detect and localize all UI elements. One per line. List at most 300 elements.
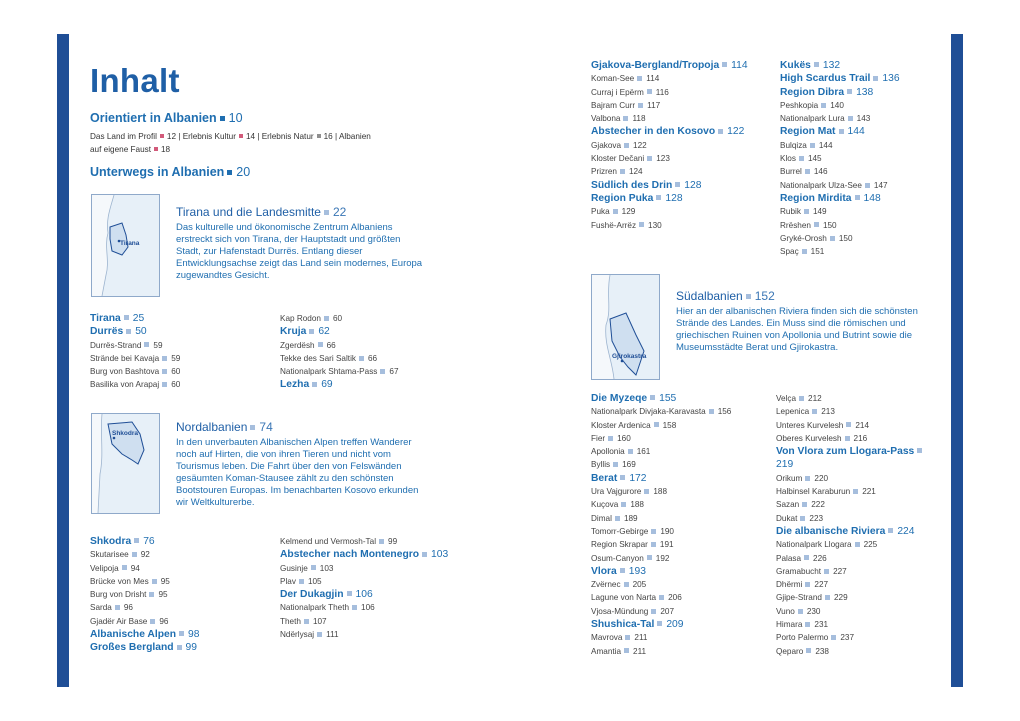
toc-entry-page: 99 — [185, 642, 198, 654]
page-marker-icon — [179, 631, 184, 636]
nord-region — [176, 420, 426, 509]
tirana-region-desc: Das kulturelle und ökonomische Zentrum Albaniens erstreckt sich von Tirana, der Hauptstadt und größten Stadt, zur Hafenstadt Durrës. Entlang dieser Entwicklungsachse zeigt das Land sein modernes, Europa zugewandtes Gesicht. — [176, 222, 423, 281]
toc-entry-page: 118 — [632, 114, 646, 124]
page-marker-icon — [804, 209, 809, 214]
page-marker-icon — [352, 605, 357, 610]
toc-entry-page: 211 — [633, 646, 647, 656]
toc-entry[interactable] — [591, 591, 771, 604]
toc-entry-page: 227 — [814, 580, 829, 590]
toc-entry[interactable] — [90, 575, 265, 588]
toc-entry[interactable] — [776, 645, 936, 658]
toc-entry[interactable] — [780, 125, 940, 138]
toc-entry[interactable] — [280, 575, 450, 588]
toc-entry-page: 192 — [655, 553, 670, 563]
toc-entry[interactable] — [776, 445, 936, 472]
toc-entry-page: 144 — [847, 126, 865, 138]
toc-entry-page: 212 — [808, 394, 822, 403]
sued-region-map: Gjirokastra — [591, 274, 660, 380]
toc-entry-page: 229 — [833, 593, 848, 603]
toc-entry-label: Fier — [591, 433, 606, 443]
toc-entry-label: Burg von Bashtova — [90, 367, 160, 377]
page-marker-icon — [623, 116, 628, 121]
toc-entry-page: 224 — [897, 525, 915, 537]
page-marker-icon — [722, 62, 727, 67]
toc-entry-page: 147 — [873, 180, 888, 190]
page-marker-icon — [814, 222, 819, 227]
toc-entry[interactable] — [776, 578, 936, 591]
toc-entry[interactable] — [280, 615, 450, 628]
toc-entry-label: Theth — [280, 616, 301, 626]
toc-entry-label: Valbona — [591, 114, 621, 124]
toc-entry-label: Vjosa-Mündung — [591, 606, 649, 616]
page-marker-icon — [805, 169, 810, 174]
toc-entry[interactable] — [780, 192, 940, 205]
toc-entry[interactable] — [280, 535, 450, 548]
toc-entry-label: Klos — [780, 154, 796, 164]
intro-links: Das Land im Profil 12 | Erlebnis Kultur 14 | Erlebnis Natur 16 | Albanien auf eigene Faust 18 — [90, 132, 371, 154]
toc-entry[interactable] — [591, 485, 771, 498]
toc-entry-page: 103 — [431, 549, 449, 561]
toc-entry-label: Kloster Ardenica — [591, 420, 651, 430]
toc-entry[interactable] — [90, 601, 265, 614]
toc-entry-label: Unteres Kurvelesh — [776, 420, 844, 430]
toc-entry[interactable] — [591, 458, 771, 471]
toc-entry-page: 237 — [840, 633, 855, 643]
toc-entry-page: 230 — [806, 606, 821, 616]
toc-entry-label: Tirana — [90, 313, 121, 324]
toc-entry-label: Nationalpark Llogara — [776, 540, 852, 550]
toc-entry[interactable] — [591, 99, 751, 112]
toc-entry[interactable] — [591, 139, 751, 152]
toc-entry[interactable] — [776, 618, 936, 631]
toc-entry-page: 62 — [318, 326, 330, 338]
toc-entry[interactable] — [591, 631, 771, 644]
toc-entry-page: 128 — [684, 179, 702, 191]
toc-entry-page: 238 — [815, 646, 829, 656]
toc-entry-page: 220 — [814, 473, 829, 483]
toc-entry[interactable] — [776, 472, 936, 485]
page-marker-icon — [656, 195, 661, 200]
toc-entry[interactable] — [90, 641, 265, 654]
toc-entry-page: 216 — [853, 433, 868, 443]
toc-entry-page: 193 — [628, 565, 646, 577]
toc-entry[interactable] — [591, 59, 751, 72]
toc-entry[interactable] — [776, 525, 936, 538]
toc-entry-label: Albanische Alpen — [90, 629, 177, 641]
toc-entry[interactable] — [90, 339, 260, 352]
toc-entry[interactable] — [591, 392, 771, 405]
toc-entry-page: 150 — [822, 220, 837, 230]
section-unterwegs[interactable]: Unterwegs in Albanien 20 — [90, 165, 251, 179]
toc-entry-label: Kap Rodon — [280, 314, 321, 323]
toc-entry[interactable] — [280, 378, 450, 391]
toc-entry-page: 106 — [361, 603, 375, 613]
toc-entry-label: Dimal — [591, 513, 612, 523]
toc-entry-label: Nationalpark Lura — [780, 114, 845, 124]
toc-entry[interactable] — [776, 591, 936, 604]
toc-entry-page: 67 — [389, 367, 399, 377]
toc-entry-page: 129 — [621, 207, 636, 217]
toc-entry-label: Kloster Dečani — [591, 154, 645, 164]
toc-entry[interactable] — [280, 312, 450, 325]
toc-entry[interactable] — [280, 325, 450, 338]
toc-entry[interactable] — [280, 588, 450, 601]
toc-entry[interactable] — [591, 445, 771, 458]
sued-region-title[interactable]: Südalbanien 152 — [676, 289, 775, 303]
toc-entry[interactable] — [591, 125, 751, 138]
tirana-region-map: Tirana — [91, 194, 160, 297]
toc-entry[interactable] — [780, 112, 940, 125]
toc-entry[interactable] — [591, 86, 751, 99]
toc-entry[interactable] — [780, 72, 940, 85]
toc-entry-page: 106 — [355, 589, 373, 601]
toc-entry-page: 116 — [655, 87, 669, 97]
page-marker-icon — [845, 436, 850, 441]
toc-entry-label: Peshkopia — [780, 100, 819, 110]
toc-entry[interactable] — [591, 179, 751, 192]
toc-entry[interactable] — [280, 365, 450, 378]
toc-entry[interactable] — [591, 152, 751, 165]
toc-entry-label: Basilika von Arapaj — [90, 380, 160, 390]
toc-entry[interactable] — [591, 645, 771, 658]
toc-entry-page: 223 — [809, 513, 824, 523]
page-marker-icon — [806, 648, 811, 653]
toc-entry-page: 124 — [628, 167, 643, 177]
toc-entry[interactable] — [280, 601, 450, 614]
page-marker-icon — [654, 422, 659, 427]
page-marker-icon — [162, 382, 167, 387]
right-edge-bar — [951, 34, 963, 687]
toc-entry-label: Kuçova — [591, 500, 619, 510]
toc-entry[interactable] — [90, 548, 265, 561]
toc-entry[interactable] — [776, 432, 936, 445]
toc-entry-page: 207 — [660, 606, 675, 616]
toc-entry-page: 209 — [666, 619, 684, 631]
page-title: Inhalt — [90, 62, 180, 99]
toc-entry-label: Region Mat — [780, 126, 836, 138]
page-marker-icon — [805, 622, 810, 627]
toc-entry-page: 219 — [776, 459, 794, 471]
toc-entry[interactable] — [90, 312, 260, 325]
toc-entry-label: Region Mirdita — [780, 192, 852, 204]
toc-entry-page: 146 — [813, 167, 828, 177]
toc-entry[interactable] — [780, 152, 940, 165]
toc-entry-page: 145 — [807, 154, 822, 164]
sued-list-1 — [591, 392, 771, 658]
toc-entry[interactable] — [780, 139, 940, 152]
page-marker-icon — [805, 476, 810, 481]
toc-entry[interactable] — [591, 565, 771, 578]
toc-entry-label: Velipoja — [90, 563, 119, 573]
toc-entry[interactable] — [776, 485, 936, 498]
toc-entry-page: 96 — [159, 616, 169, 626]
nord-list-3 — [591, 59, 751, 232]
toc-entry-page: 122 — [727, 126, 745, 138]
toc-entry[interactable] — [591, 192, 751, 205]
toc-entry[interactable] — [591, 219, 751, 232]
page-marker-icon — [824, 569, 829, 574]
toc-entry[interactable] — [591, 112, 751, 125]
toc-entry-label: Dhërmi — [776, 580, 803, 590]
toc-entry-label: Von Vlora zum Llogara-Pass — [776, 446, 915, 458]
page-marker-icon — [847, 89, 852, 94]
toc-entry[interactable] — [90, 562, 265, 575]
toc-entry-page: 114 — [731, 60, 748, 71]
toc-entry[interactable] — [591, 525, 771, 538]
nord-list-2 — [280, 535, 450, 641]
page-marker-icon — [628, 449, 633, 454]
toc-entry-page: 160 — [617, 433, 631, 443]
toc-entry-label: Zvërnec — [591, 580, 621, 590]
toc-entry[interactable] — [280, 352, 450, 365]
toc-entry[interactable] — [90, 535, 265, 548]
toc-entry-page: 231 — [814, 620, 829, 630]
toc-entry[interactable] — [776, 605, 936, 618]
toc-entry[interactable] — [591, 205, 751, 218]
toc-entry[interactable] — [776, 419, 936, 432]
toc-entry-label: Prizren — [591, 167, 617, 177]
toc-entry[interactable] — [780, 179, 940, 192]
toc-entry-page: 206 — [668, 593, 682, 603]
toc-entry-label: Shushica-Tal — [591, 619, 655, 631]
page-marker-icon — [799, 396, 804, 401]
toc-entry[interactable] — [776, 498, 936, 511]
toc-entry-page: 213 — [821, 407, 835, 417]
toc-entry-page: 155 — [659, 393, 677, 404]
toc-entry[interactable] — [780, 205, 940, 218]
toc-entry-page: 25 — [132, 313, 145, 324]
page-marker-icon — [620, 475, 625, 480]
toc-entry-label: Großes Bergland — [90, 642, 174, 654]
page-marker-icon — [802, 249, 807, 254]
toc-entry-label: Region Dibra — [780, 86, 845, 98]
toc-entry-label: Südlich des Drin — [591, 179, 673, 191]
page-marker-icon — [613, 462, 618, 467]
toc-entry-label: Mavrova — [591, 633, 623, 643]
page-marker-icon — [422, 552, 427, 557]
toc-entry-label: Durrës — [90, 326, 124, 338]
toc-entry-label: Zgerdësh — [280, 340, 315, 350]
toc-entry[interactable] — [591, 405, 771, 418]
page-marker-icon — [620, 568, 625, 573]
page-marker-icon — [177, 645, 182, 650]
toc-entry-page: 99 — [388, 537, 398, 546]
toc-entry-label: Palasa — [776, 553, 802, 563]
toc-entry-label: Gramabucht — [776, 566, 822, 576]
toc-entry-page: 59 — [171, 353, 181, 363]
page-marker-icon — [798, 609, 803, 614]
toc-entry-label: Osum-Canyon — [591, 553, 644, 563]
toc-entry-page: 226 — [813, 553, 827, 563]
toc-entry-label: Sazan — [776, 500, 800, 510]
toc-entry-page: 150 — [838, 233, 853, 243]
toc-entry-page: 158 — [662, 420, 677, 430]
left-edge-bar — [57, 34, 69, 687]
toc-entry-label: Spaç — [780, 247, 799, 257]
toc-entry-page: 95 — [160, 576, 170, 586]
toc-entry-page: 143 — [856, 114, 871, 124]
page-marker-icon — [709, 409, 714, 414]
toc-entry[interactable] — [776, 538, 936, 551]
toc-entry-page: 189 — [623, 513, 638, 523]
page-marker-icon — [831, 635, 836, 640]
toc-entry-page: 151 — [810, 247, 825, 257]
toc-entry-label: Ura Vajgurore — [591, 487, 642, 497]
toc-entry[interactable] — [591, 552, 771, 565]
toc-entry[interactable] — [280, 548, 450, 561]
page-marker-icon — [814, 62, 819, 67]
toc-entry-label: Vlora — [591, 565, 617, 577]
toc-entry[interactable] — [591, 618, 771, 631]
tirana-list-2 — [280, 312, 450, 392]
nord-region-map: Shkodra — [91, 413, 160, 514]
toc-entry[interactable] — [591, 512, 771, 525]
toc-entry[interactable] — [776, 512, 936, 525]
toc-entry-label: Bulqiza — [780, 140, 807, 150]
toc-entry-page: 148 — [863, 192, 881, 204]
toc-entry[interactable] — [591, 432, 771, 445]
toc-entry-label: Gjakova — [591, 140, 622, 150]
toc-entry[interactable] — [780, 86, 940, 99]
toc-entry[interactable] — [90, 365, 260, 378]
page-marker-icon — [620, 169, 625, 174]
toc-entry[interactable] — [591, 605, 771, 618]
toc-entry[interactable] — [776, 392, 936, 405]
page-marker-icon — [812, 409, 817, 414]
toc-entry-label: Curraj i Epërm — [591, 87, 644, 97]
toc-entry[interactable] — [591, 72, 751, 85]
toc-entry-label: High Scardus Trail — [780, 73, 871, 85]
toc-entry[interactable] — [776, 552, 936, 565]
page-marker-icon — [613, 209, 618, 214]
tirana-region — [176, 205, 426, 282]
toc-entry-page: 66 — [326, 340, 336, 350]
toc-entry-page: 105 — [307, 576, 322, 586]
toc-entry-page: 144 — [818, 140, 833, 150]
toc-entry[interactable] — [780, 232, 940, 245]
toc-entry-label: Kelmend und Vermosh-Tal — [280, 537, 377, 546]
toc-entry-label: Tomorr-Gebirge — [591, 526, 649, 536]
toc-entry-page: 211 — [634, 633, 648, 643]
page-marker-icon — [651, 609, 656, 614]
toc-entry[interactable] — [90, 588, 265, 601]
page-marker-icon — [144, 342, 149, 347]
toc-entry-label: Burrel — [780, 167, 802, 177]
toc-entry-label: Qeparo — [776, 646, 804, 656]
toc-entry[interactable] — [90, 615, 265, 628]
toc-entry[interactable] — [280, 562, 450, 575]
page-marker-icon — [126, 329, 131, 334]
toc-entry-label: Fushë-Arrëz — [591, 220, 637, 230]
toc-entry[interactable] — [90, 378, 260, 391]
tirana-region-title[interactable]: Tirana und die Landesmitte 22 — [176, 205, 347, 219]
page-marker-icon — [853, 489, 858, 494]
toc-entry[interactable] — [780, 245, 940, 258]
page-marker-icon — [657, 621, 662, 626]
page-marker-icon — [825, 595, 830, 600]
toc-entry-label: Skutarisee — [90, 550, 129, 560]
page-marker-icon — [805, 582, 810, 587]
page-marker-icon — [615, 516, 620, 521]
toc-entry[interactable] — [90, 628, 265, 641]
page-marker-icon — [804, 555, 809, 560]
toc-entry-page: 191 — [659, 540, 674, 550]
toc-entry-label: Nationalpark Shtama-Pass — [280, 367, 378, 377]
toc-entry[interactable] — [591, 472, 771, 485]
toc-entry-page: 138 — [856, 86, 874, 98]
toc-entry-label: Puka — [591, 207, 610, 217]
page-marker-icon — [324, 316, 329, 321]
toc-entry-page: 60 — [332, 314, 343, 323]
toc-entry[interactable] — [780, 59, 940, 72]
toc-entry-page: 60 — [171, 380, 181, 390]
toc-entry[interactable] — [776, 565, 936, 578]
toc-entry-label: Koman-See — [591, 74, 635, 84]
toc-entry[interactable] — [776, 405, 936, 418]
page-marker-icon — [800, 516, 805, 521]
page-marker-icon — [150, 619, 155, 624]
toc-entry-label: Abstecher in den Kosovo — [591, 126, 716, 138]
nord-region-title[interactable]: Nordalbanien 74 — [176, 420, 273, 434]
toc-entry-label: Kukës — [780, 60, 811, 71]
section-orientiert[interactable]: Orientiert in Albanien 10 — [90, 111, 243, 125]
toc-entry-label: Shkodra — [90, 536, 132, 547]
toc-entry-label: Nationalpark Theth — [280, 603, 350, 613]
toc-entry-label: Nationalpark Divjaka-Karavasta — [591, 407, 706, 417]
page-marker-icon — [318, 342, 323, 347]
toc-entry[interactable] — [776, 631, 936, 644]
page-marker-icon — [830, 236, 835, 241]
toc-entry[interactable] — [280, 339, 450, 352]
page-marker-icon — [122, 565, 127, 570]
page-marker-icon — [846, 422, 851, 427]
toc-entry[interactable] — [780, 219, 940, 232]
sued-region — [676, 289, 931, 354]
page-marker-icon — [647, 156, 652, 161]
toc-entry-label: Halbinsel Karaburun — [776, 487, 851, 497]
toc-entry-page: 214 — [855, 420, 870, 430]
toc-entry[interactable] — [90, 352, 260, 365]
toc-entry[interactable] — [591, 578, 771, 591]
toc-entry[interactable] — [90, 325, 260, 338]
toc-entry[interactable] — [280, 628, 450, 641]
toc-entry-page: 76 — [143, 536, 155, 547]
toc-entry-label: Nationalpark Ulza-See — [780, 180, 862, 190]
toc-entry[interactable] — [591, 165, 751, 178]
toc-entry-label: Durrës-Strand — [90, 340, 142, 350]
page-marker-icon — [848, 116, 853, 121]
page-marker-icon — [380, 369, 385, 374]
page-marker-icon — [162, 369, 167, 374]
toc-entry-page: 69 — [321, 379, 333, 391]
toc-entry[interactable] — [780, 165, 940, 178]
toc-entry-label: Kruja — [280, 326, 307, 338]
page-marker-icon — [651, 529, 656, 534]
toc-entry-label: Gjipe-Strand — [776, 593, 822, 603]
toc-entry-page: 161 — [636, 447, 651, 457]
toc-entry[interactable] — [591, 419, 771, 432]
toc-entry-page: 60 — [171, 367, 181, 377]
page-marker-icon — [134, 538, 139, 543]
toc-entry-page: 221 — [862, 487, 876, 497]
toc-entry-label: Die Myzeqe — [591, 393, 648, 404]
toc-entry-label: Ndërlysaj — [280, 630, 315, 640]
toc-entry[interactable] — [591, 538, 771, 551]
toc-entry[interactable] — [591, 498, 771, 511]
nord-list-1 — [90, 535, 265, 655]
toc-entry[interactable] — [780, 99, 940, 112]
toc-entry-page: 50 — [135, 326, 147, 338]
